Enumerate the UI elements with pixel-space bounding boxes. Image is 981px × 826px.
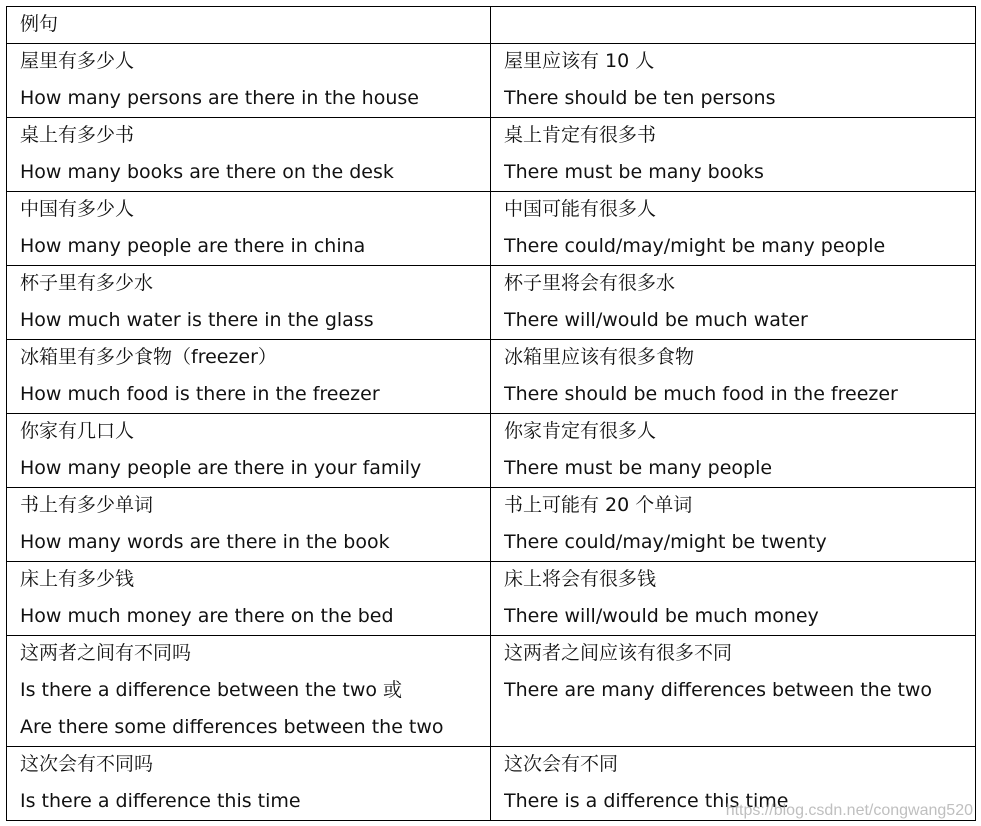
chinese-sentence: 你家有几口人 xyxy=(20,420,135,442)
english-sentence: How much water is there in the glass xyxy=(20,309,374,331)
english-sentence: There must be many books xyxy=(504,161,764,183)
table-header-row xyxy=(7,7,976,44)
chinese-sentence: 这两者之间有不同吗 xyxy=(20,642,192,664)
table-row xyxy=(7,192,976,266)
answer-cell xyxy=(491,266,976,340)
english-sentence: How many books are there on the desk xyxy=(20,161,394,183)
chinese-sentence: 冰箱里应该有很多食物 xyxy=(504,346,695,368)
question-cell xyxy=(7,192,491,266)
answer-cell xyxy=(491,44,976,118)
chinese-sentence: 这次会有不同吗 xyxy=(20,753,154,775)
chinese-sentence: 桌上有多少书 xyxy=(20,124,135,146)
english-sentence: There is a difference this time xyxy=(504,790,789,812)
english-sentence: How many people are there in your family xyxy=(20,457,422,479)
answer-cell xyxy=(491,414,976,488)
table-row xyxy=(7,266,976,340)
english-sentence: How much money are there on the bed xyxy=(20,605,394,627)
chinese-sentence: 中国有多少人 xyxy=(20,198,135,220)
chinese-sentence: 书上可能有 20 个单词 xyxy=(504,494,693,516)
answer-cell xyxy=(491,562,976,636)
header-label: 例句 xyxy=(20,13,59,35)
english-sentence: There should be ten persons xyxy=(504,87,776,109)
header-label-right xyxy=(504,7,975,43)
table-row xyxy=(7,562,976,636)
table-row xyxy=(7,118,976,192)
english-sentence: Are there some differences between the two xyxy=(20,716,444,738)
example-sentences-table xyxy=(6,6,976,821)
chinese-sentence: 这次会有不同 xyxy=(504,753,619,775)
answer-cell xyxy=(491,340,976,414)
question-cell xyxy=(7,747,491,821)
english-sentence: Is there a difference between the two 或 xyxy=(20,679,403,701)
header-cell-left xyxy=(7,7,491,44)
english-sentence xyxy=(504,709,975,746)
english-sentence: How much food is there in the freezer xyxy=(20,383,380,405)
chinese-sentence: 床上有多少钱 xyxy=(20,568,135,590)
chinese-sentence: 书上有多少单词 xyxy=(20,494,154,516)
chinese-sentence: 桌上肯定有很多书 xyxy=(504,124,657,146)
chinese-sentence: 你家肯定有很多人 xyxy=(504,420,657,442)
english-sentence: There will/would be much water xyxy=(504,309,808,331)
table-row xyxy=(7,44,976,118)
table-row xyxy=(7,340,976,414)
table-row xyxy=(7,414,976,488)
english-sentence: There are many differences between the two xyxy=(504,679,933,701)
english-sentence: There could/may/might be twenty xyxy=(504,531,827,553)
question-cell xyxy=(7,340,491,414)
english-sentence: There should be much food in the freezer xyxy=(504,383,898,405)
english-sentence: There will/would be much money xyxy=(504,605,819,627)
question-cell xyxy=(7,266,491,340)
chinese-sentence: 冰箱里有多少食物（freezer） xyxy=(20,346,277,368)
header-cell-right xyxy=(491,7,976,44)
chinese-sentence: 这两者之间应该有很多不同 xyxy=(504,642,733,664)
chinese-sentence: 床上将会有很多钱 xyxy=(504,568,657,590)
answer-cell xyxy=(491,192,976,266)
english-sentence: How many people are there in china xyxy=(20,235,366,257)
table-row xyxy=(7,488,976,562)
english-sentence: How many words are there in the book xyxy=(20,531,390,553)
chinese-sentence: 屋里有多少人 xyxy=(20,50,135,72)
answer-cell xyxy=(491,118,976,192)
english-sentence: Is there a difference this time xyxy=(20,790,301,812)
english-sentence: How many persons are there in the house xyxy=(20,87,419,109)
table-row xyxy=(7,636,976,747)
chinese-sentence: 杯子里将会有很多水 xyxy=(504,272,676,294)
chinese-sentence: 中国可能有很多人 xyxy=(504,198,657,220)
question-cell xyxy=(7,488,491,562)
english-sentence: There must be many people xyxy=(504,457,773,479)
chinese-sentence: 杯子里有多少水 xyxy=(20,272,154,294)
answer-cell xyxy=(491,488,976,562)
question-cell xyxy=(7,44,491,118)
question-cell xyxy=(7,562,491,636)
watermark-text: https://blog.csdn.net/congwang520 xyxy=(725,802,973,819)
answer-cell xyxy=(491,636,976,747)
chinese-sentence: 屋里应该有 10 人 xyxy=(504,50,655,72)
table-body xyxy=(7,7,976,821)
question-cell xyxy=(7,118,491,192)
question-cell xyxy=(7,636,491,747)
english-sentence: There could/may/might be many people xyxy=(504,235,886,257)
question-cell xyxy=(7,414,491,488)
